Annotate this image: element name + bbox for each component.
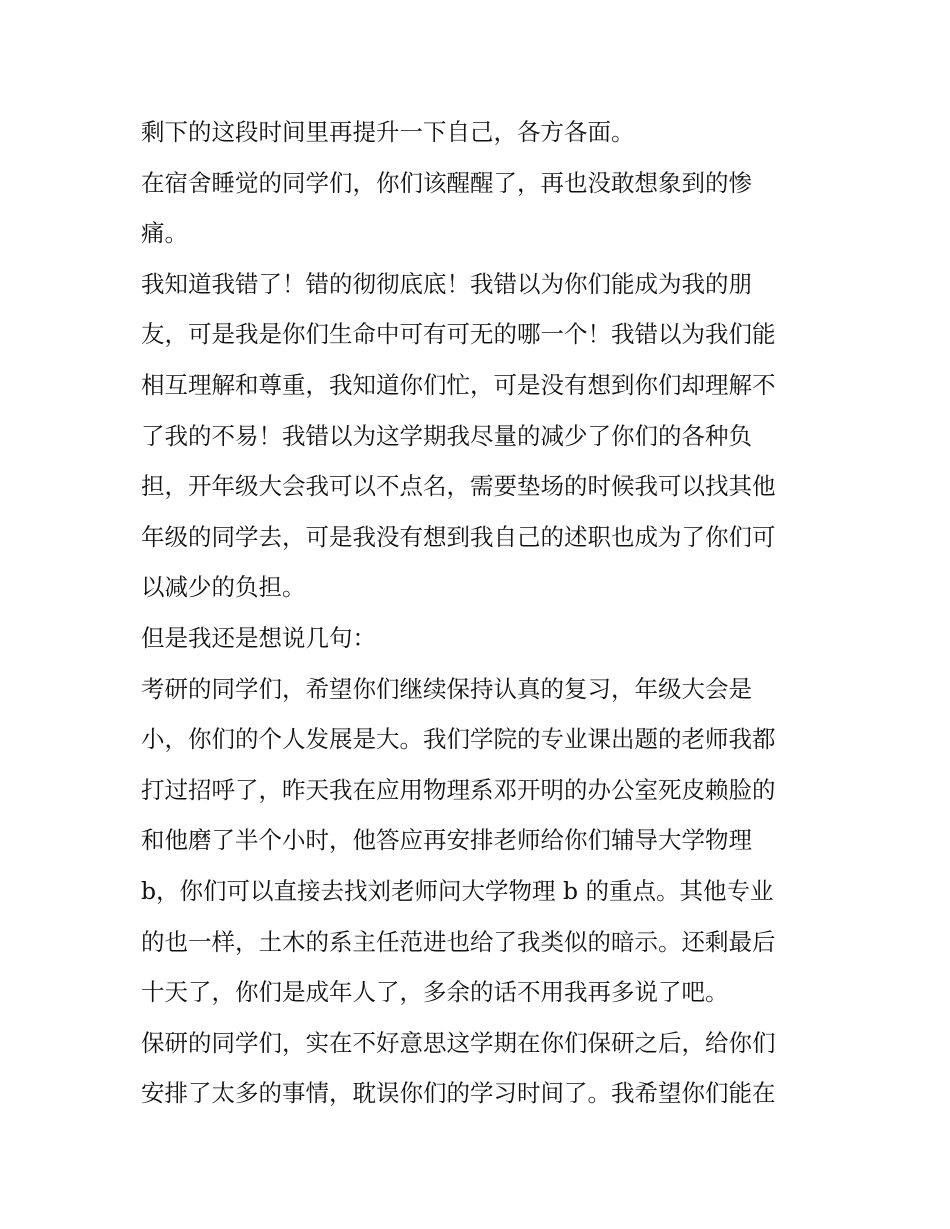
text-line: 在宿舍睡觉的同学们，你们该醒醒了，再也没敢想象到的惨 [141,168,752,197]
text-line: 的也一样，土木的系主任范进也给了我类似的暗示。还剩最后 [141,927,776,956]
text-line: 担，开年级大会我可以不点名，需要垫场的时候我可以找其他 [141,472,776,501]
text-line: 安排了太多的事情，耽误你们的学习时间了。我希望你们能在 [141,1079,776,1108]
text-line: 考研的同学们，希望你们继续保持认真的复习，年级大会是 [141,674,752,703]
text-line: 和他磨了半个小时，他答应再安排老师给你们辅导大学物理 [141,826,752,855]
text-line: 年级的同学去，可是我没有想到我自己的述职也成为了你们可 [141,522,776,551]
text-line: 我知道我错了！错的彻彻底底！我错以为你们能成为我的朋 [141,269,752,298]
text-line: 保研的同学们，实在不好意思这学期在你们保研之后，给你们 [141,1028,776,1057]
text-line: 友，可是我是你们生命中可有可无的哪一个！我错以为我们能 [141,320,776,349]
text-line: 但是我还是想说几句： [141,623,376,652]
text-line: b，你们可以直接去找刘老师问大学物理 b 的重点。其他专业 [141,876,774,905]
text-line: 了我的不易！我错以为这学期我尽量的减少了你们的各种负 [141,421,752,450]
text-line: 打过招呼了，昨天我在应用物理系邓开明的办公室死皮赖脸的 [141,775,776,804]
text-line: 小，你们的个人发展是大。我们学院的专业课出题的老师我都 [141,725,776,754]
document-body [141,107,821,1119]
text-line: 十天了，你们是成年人了，多余的话不用我再多说了吧。 [141,978,729,1007]
text-line: 相互理解和尊重，我知道你们忙，可是没有想到你们却理解不 [141,370,776,399]
text-line: 以减少的负担。 [141,573,306,602]
text-line: 痛。 [141,219,188,248]
text-line: 剩下的这段时间里再提升一下自己，各方各面。 [141,118,635,146]
